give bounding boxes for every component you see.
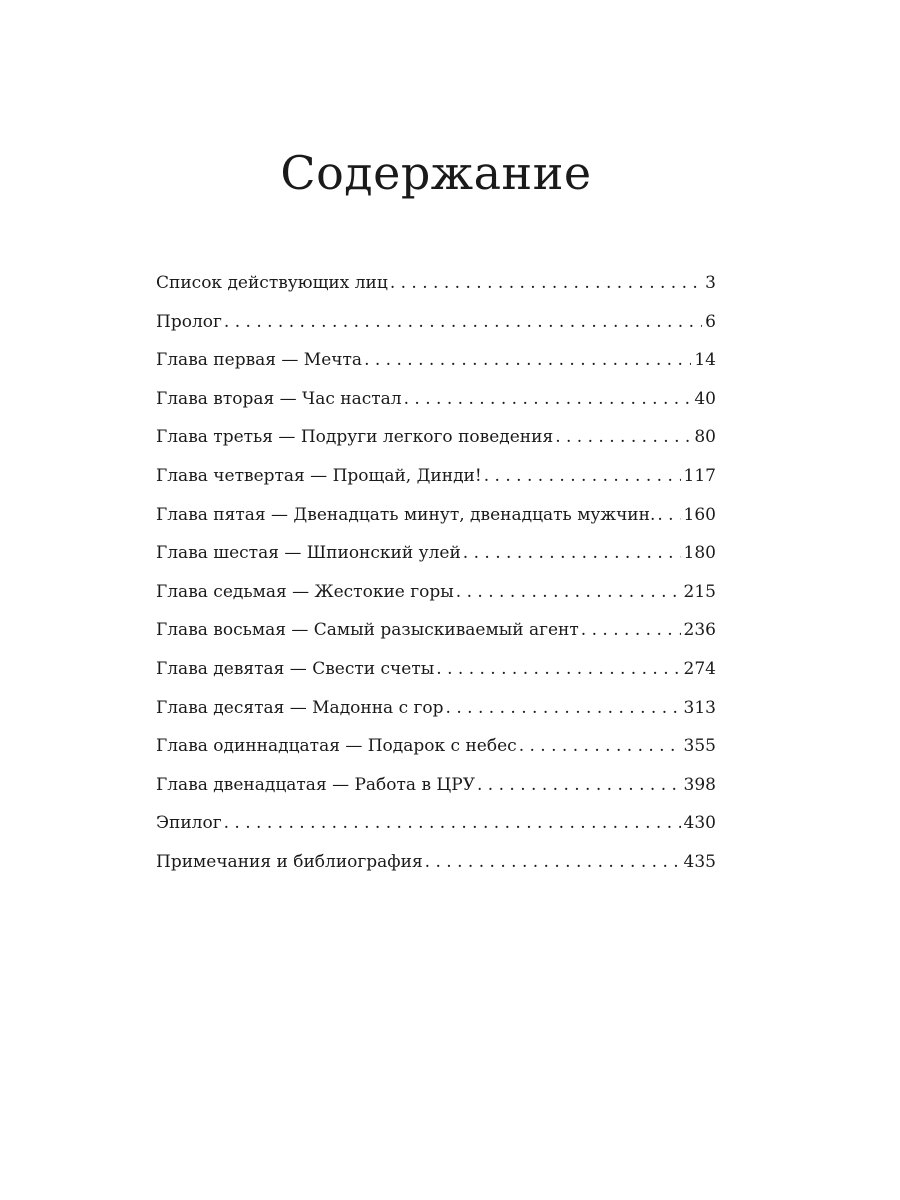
toc-entry-page: 40 [694, 388, 716, 409]
toc-entry[interactable] [156, 766, 716, 805]
toc-entry-page: 80 [694, 427, 716, 448]
toc-entry[interactable] [156, 843, 716, 882]
dot-leader [436, 650, 680, 689]
toc-entry-label: Глава третья — Подруги легкого поведения [156, 427, 554, 448]
dot-leader [390, 264, 702, 303]
dot-leader [484, 457, 681, 496]
toc-entry[interactable] [156, 573, 716, 612]
toc-entry-page: 435 [683, 851, 716, 872]
dot-leader [446, 689, 681, 728]
toc-entry-page: 274 [683, 658, 716, 679]
dot-leader [224, 804, 681, 843]
toc-entry-label: Глава седьмая — Жестокие горы [156, 581, 454, 602]
toc-entry[interactable] [156, 457, 716, 496]
dot-leader [404, 380, 692, 419]
dot-leader [657, 496, 680, 535]
toc-entry[interactable] [156, 380, 716, 419]
toc-entry-label: Глава четвертая — Прощай, Динди! [156, 465, 482, 486]
toc-entry-page: 215 [683, 581, 716, 602]
toc-entry-page: 355 [683, 736, 716, 757]
dot-leader [364, 341, 691, 380]
toc-entry[interactable] [156, 804, 716, 843]
dot-leader [581, 611, 681, 650]
toc-entry-page: 313 [683, 697, 716, 718]
toc-entry[interactable] [156, 689, 716, 728]
table-of-contents [156, 264, 716, 882]
toc-entry-label: Глава двенадцатая — Работа в ЦРУ [156, 774, 475, 795]
toc-entry-label: Глава вторая — Час настал [156, 388, 402, 409]
dot-leader [463, 534, 681, 573]
dot-leader [425, 843, 681, 882]
toc-entry[interactable] [156, 496, 716, 535]
dot-leader [555, 418, 691, 457]
toc-entry[interactable] [156, 341, 716, 380]
toc-entry[interactable] [156, 611, 716, 650]
dot-leader [456, 573, 681, 612]
toc-entry-label: Эпилог [156, 813, 222, 834]
toc-entry[interactable] [156, 303, 716, 342]
toc-entry-page: 398 [683, 774, 716, 795]
dot-leader [519, 727, 681, 766]
toc-entry-label: Глава первая — Мечта [156, 350, 363, 371]
toc-entry[interactable] [156, 264, 716, 303]
toc-entry-label: Пролог [156, 311, 222, 332]
toc-entry-page: 160 [683, 504, 716, 525]
toc-entry-page: 430 [683, 813, 716, 834]
dot-leader [224, 303, 702, 342]
toc-entry[interactable] [156, 727, 716, 766]
page-title: Содержание [280, 146, 592, 200]
toc-entry-label: Список действующих лиц [156, 273, 388, 293]
toc-entry-page: 14 [694, 350, 716, 371]
toc-entry[interactable] [156, 534, 716, 573]
dot-leader [477, 766, 681, 805]
toc-entry[interactable] [156, 650, 716, 689]
toc-entry-label: Глава восьмая — Самый разыскиваемый агент [156, 620, 579, 641]
toc-entry-page: 236 [683, 620, 716, 641]
toc-entry-label: Глава пятая — Двенадцать минут, двенадцать мужчин. [156, 504, 656, 525]
toc-entry[interactable] [156, 418, 716, 457]
toc-entry-page: 180 [683, 543, 716, 564]
toc-entry-page: 117 [683, 465, 716, 486]
toc-entry-label: Глава десятая — Мадонна с гор [156, 697, 444, 718]
toc-entry-label: Глава девятая — Свести счеты [156, 658, 435, 679]
toc-entry-label: Глава одиннадцатая — Подарок с небес [156, 736, 517, 757]
toc-entry-label: Примечания и библиография [156, 851, 423, 872]
toc-entry-page: 3 [705, 273, 716, 293]
toc-entry-page: 6 [705, 311, 716, 332]
toc-entry-label: Глава шестая — Шпионский улей [156, 543, 461, 564]
